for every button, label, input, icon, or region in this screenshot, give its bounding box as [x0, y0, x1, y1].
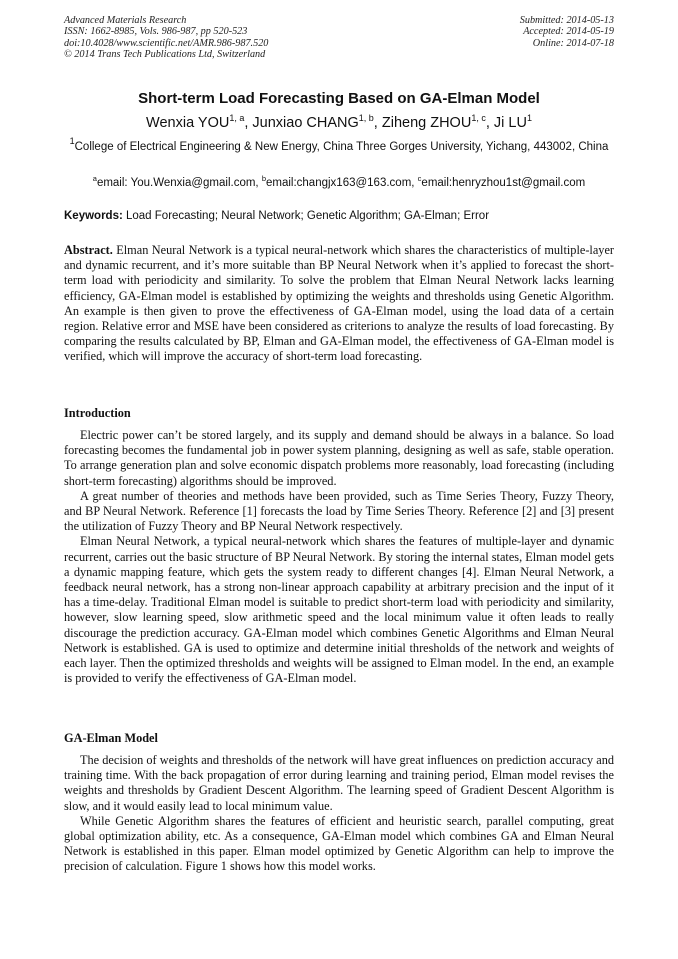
author: Ziheng ZHOU$^{1, c}$,: [381, 113, 494, 131]
email-b: email:changjx163@163.com,: [265, 177, 418, 189]
email-a: email: You.Wenxia@gmail.com,: [96, 177, 262, 189]
paragraph: Elman Neural Network, a typical neural-network which shares the features of multiple-layer and dynamic recurrent, carries out the basic structure of BP Neural Network. By storing the internal states, Elman model gets a dynamic mapping feature, which gets the system ready to different changes [4]. Elman Neural Network, a feedback neural network, has a strong non-linear approach capability at arbitrary precision and the input of it has a time-delay. Traditional Elman model is suitable to predict short-term load with periodicity and similarity, however, slow learning speed, slow arithmetic speed and the local minimum value it often leads to really discourage the prediction accuracy. GA-Elman model which combines Genetic Algorithms and Elman Neural Network is established. GA is used to optimize and determine initial thresholds of the network and weights of each layer. Then the optimized thresholds and weights will be assigned to Elman model. In the end, an example is provided to verify the effectiveness of GA-Elman model.: [64, 534, 615, 686]
paragraph: While Genetic Algorithm shares the features of efficient and heuristic search, parallel computing, great global optimization ability, etc. As a consequence, GA-Elman model which combines GA and Elman Neural Network is established in this paper. Elman model optimized by Genetic Algorithm can help to improve the precision of calculation. Figure 1 shows how this model works.: [64, 813, 614, 874]
affiliation-marker: 1: [69, 136, 75, 146]
email-list: $^a$email: You.Wenxia@gmail.com, $^b$email:changjx163@163.com, $^c$email:henryzhou1st@gmail.com: [92, 174, 586, 189]
submitted-date: Submitted: 2014-05-13: [519, 15, 614, 26]
doi-line: doi:10.4028/www.scientific.net/AMR.986-987.520: [64, 37, 269, 49]
affiliation-text: College of Electrical Engineering & New Energy, China Three Gorges University, Yichang, 443002, China: [74, 141, 609, 153]
section-introduction: [64, 428, 614, 686]
accepted-date: Accepted: 2014-05-19: [523, 26, 614, 38]
author: Ji $LU^1$: [493, 113, 532, 131]
keywords-text: Load Forecasting; Neural Network; Genetic Algorithm; GA-Elman; Error: [122, 210, 490, 222]
section-ga-elman-model: [64, 753, 614, 875]
keywords: [64, 209, 614, 223]
author-list: [40, 114, 638, 132]
copyright-line: © 2014 Trans Tech Publications Ltd, Switzerland: [64, 48, 266, 60]
email-c: email:henryzhou1st@gmail.com: [421, 177, 586, 189]
abstract-label: Abstract.: [64, 243, 113, 257]
dates-info: [520, 15, 614, 49]
paragraph: The decision of weights and thresholds of the network will have great influences on prediction accuracy and training time. With the back propagation of error during learning and training period, Elman model revises the weights and thresholds by Gradient Descent Algorithm. The learning speed of Gradient Descent Algorithm is slow, and it would easily lead to local minimum value.: [64, 753, 614, 813]
issn-line: ISSN: 1662-8985, Vols. 986-987, pp 520-523: [64, 26, 248, 38]
author: Junxiao CHANG$^{1, b}$,: [252, 113, 382, 131]
paragraph: Electric power can’t be stored largely, and its supply and demand should be always in a balance. So load forecasting becomes the fundamental job in power system planning, designing as well as safe, stable operation. To arrange generation plan and solve economic dispatch problems more reasonably, load forecasting (including short-term forecasting) algorithms should be improved.: [64, 428, 614, 488]
section-heading-introduction: Introduction: [64, 406, 131, 420]
journal-info: [64, 15, 268, 60]
affiliation: [60, 136, 618, 154]
keywords-label: Keywords:: [64, 210, 123, 222]
journal-name: Advanced Materials Research: [64, 15, 187, 26]
paper-title: Short-term Load Forecasting Based on GA-Elman Model: [138, 90, 540, 107]
abstract: [64, 243, 614, 365]
abstract-text: Elman Neural Network is a typical neural-network which shares the characteristics of multiple-layer and dynamic recurrent, and it’s more suitable than BP Neural Network when it’s applied to forecast the short-term load with periodicity and similarity. To solve the problem that Elman Neural Network lacks learning efficiency, GA-Elman model is established by optimizing the weights and thresholds using Genetic Algorithm. An example is then given to prove the effectiveness of GA-Elman model, using the load data of a certain region. Relative error and MSE have been considered as criterions to analyze the results of load forecasting. By comparing the results calculated by BP, Elman and GA-Elman model, the effectiveness of GA-Elman model is verified, which will improve the accuracy of short-term load forecasting.: [64, 243, 614, 364]
online-date: Online: 2014-07-18: [532, 37, 614, 49]
paragraph: A great number of theories and methods have been provided, such as Time Series Theory, Fuzzy Theory, and BP Neural Network. Reference [1] forecasts the load by Time Series Theory. Reference [2] and [3] present the utilization of Fuzzy Theory and BP Neural Network respectively.: [64, 488, 614, 534]
author: Wenxia YOU$^{1, a}$,: [146, 113, 253, 131]
section-heading-ga-elman-model: GA-Elman Model: [64, 731, 158, 745]
